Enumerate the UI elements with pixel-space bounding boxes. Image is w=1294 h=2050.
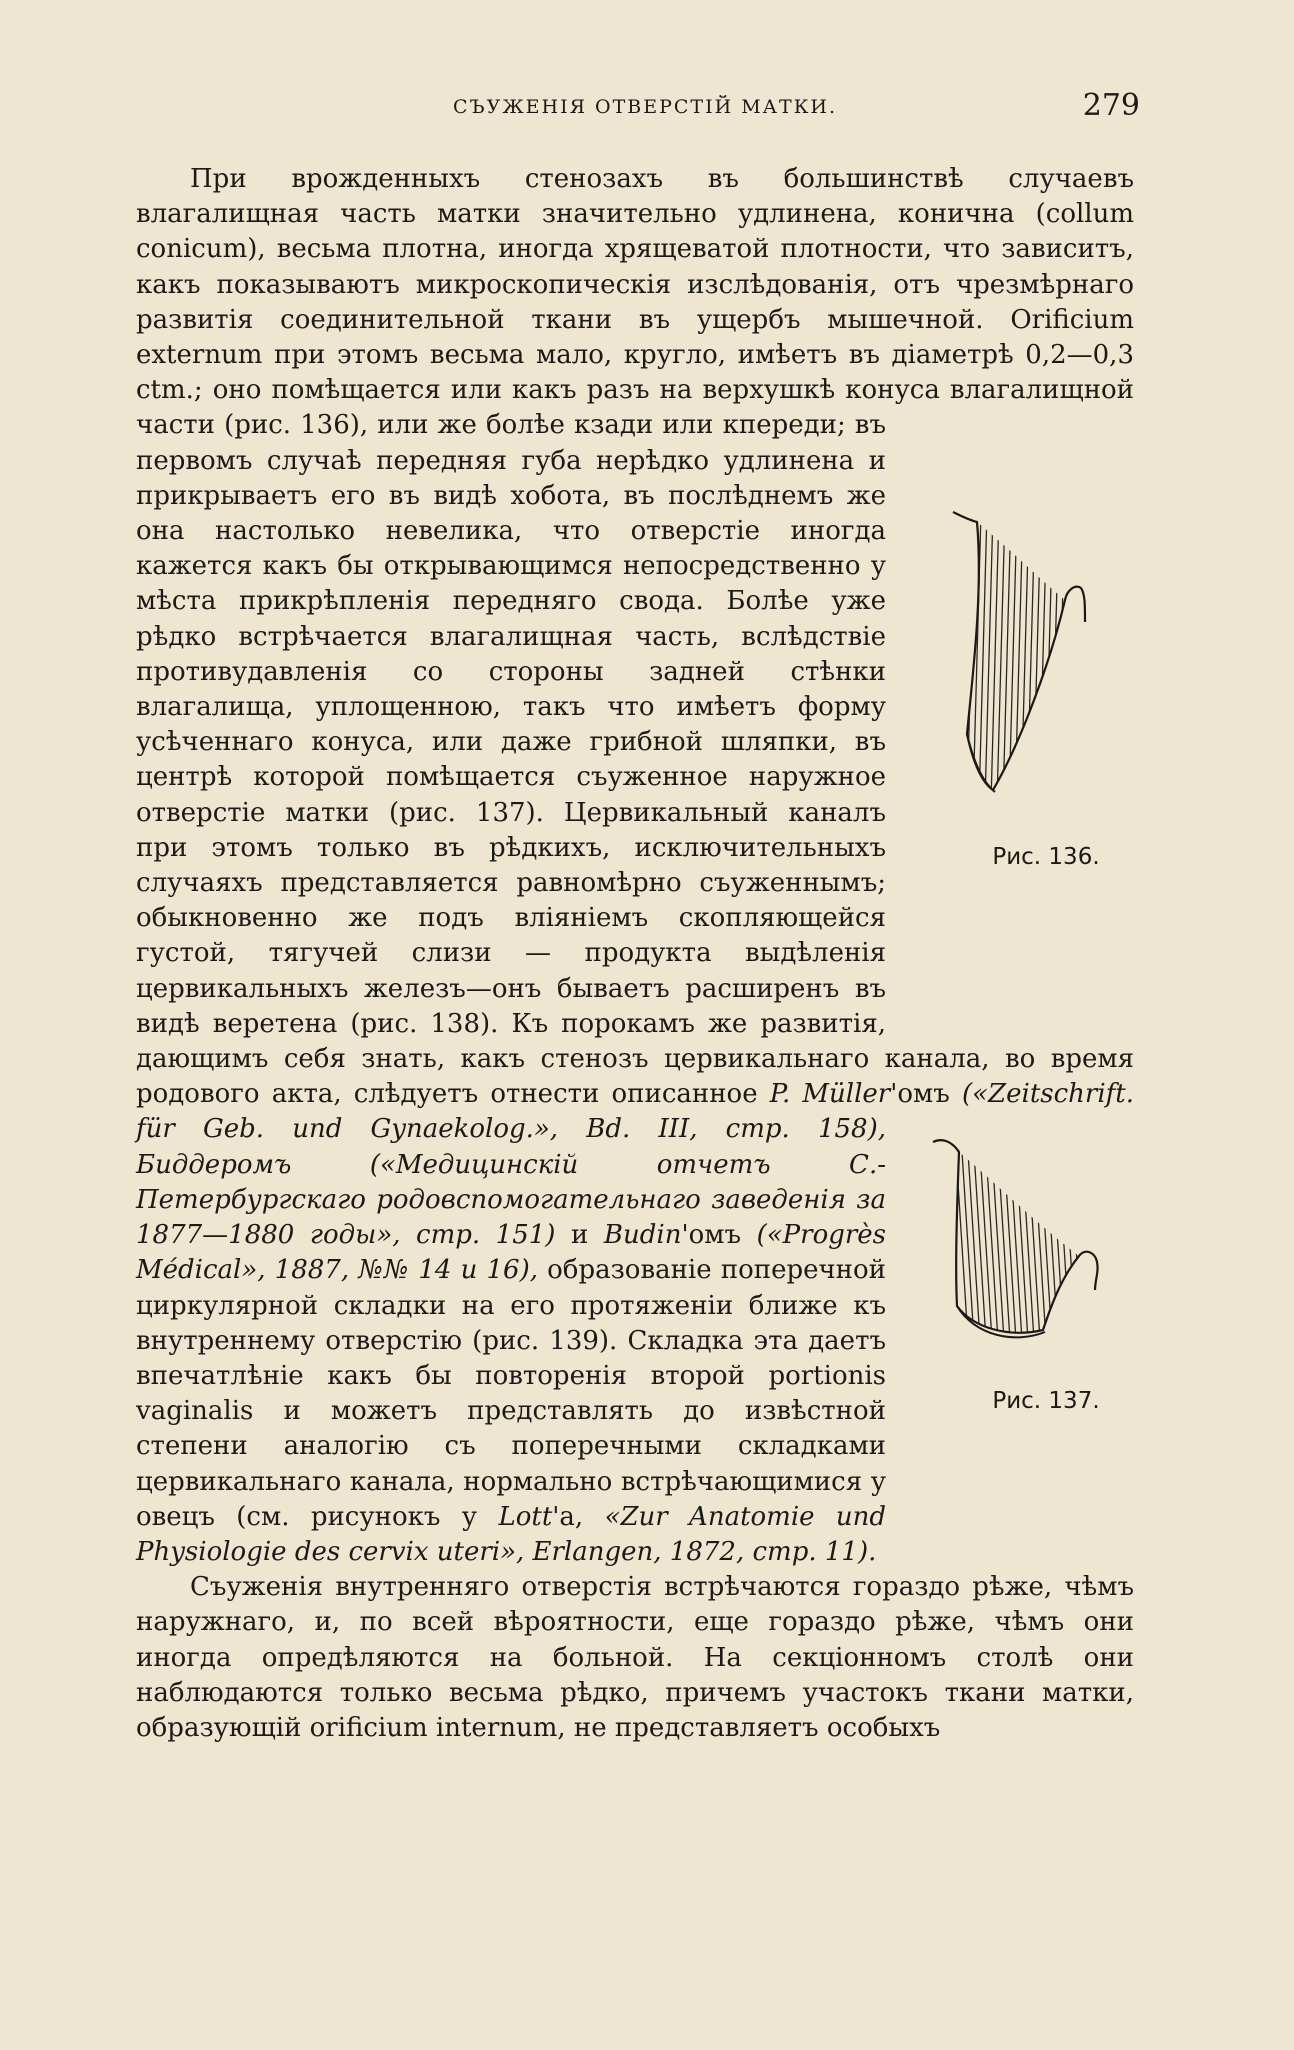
figure-137-drawing (919, 1116, 1119, 1376)
citation-progres: («Progrès Médical», 1887, №№ 14 и 16), (136, 1220, 887, 1286)
author-budin-suffix: 'омъ (681, 1220, 742, 1251)
page-number: 279 (1082, 88, 1140, 123)
running-title: СЪУЖЕНІЯ ОТВЕРСТІЙ МАТКИ. (452, 96, 838, 118)
author-muller-suffix: 'омъ (890, 1079, 950, 1110)
author-muller: P. Müller (769, 1079, 891, 1110)
figure-136 (904, 472, 1134, 1032)
body-text (136, 162, 1134, 1746)
page-header (150, 88, 1140, 136)
paragraph-1 (136, 162, 1134, 1570)
paragraph-2: Съуженія внутренняго отверстія встрѣчаются гораздо рѣже, чѣмъ наружнаго, и, по всей вѣроятности, еще гораздо рѣже, чѣмъ они иногда опредѣляются на больной. На секціонномъ столѣ они наблюдаются только весьма рѣдко, причемъ участокъ ткани матки, образующій orificium internum, не представляетъ особыхъ (136, 1572, 1134, 1743)
paragraph-1-intro: При врожденныхъ стенозахъ въ большинствѣ случаевъ влагалищная часть матки значительно удлинена, конична (collum conicum), весьма плотна, иногда хрящеватой плотности, что зависитъ, какъ показываютъ микроскопическія изслѣдованія, отъ чрезмѣрнаго развитія соединительной ткани въ ущербъ мышечной. Orificium externum при этомъ весьма мало, кругло, имѣетъ въ діаметрѣ 0,2—0,3 ctm.; оно помѣщается или какъ разъ на верхушкѣ конуса влагалищной части (рис. 136), или же болѣе (136, 164, 1134, 441)
figure-136-caption: Рис. 136. (992, 844, 1100, 871)
paragraph-1-fold: образованіе поперечной циркулярной складки на его протяженіи ближе къ внутреннему отверстію (рис. 139). Складка эта даетъ впечатлѣніе какъ бы повторенія второй portionis vaginalis и можетъ представлять до извѣстной степени аналогію съ поперечными складками цервикальнаго канала, нормально встрѣчающимися у овецъ (см. рисунокъ у (136, 1255, 886, 1532)
figure-137 (904, 1116, 1134, 1536)
conjunction-and: и (571, 1220, 589, 1251)
author-lott-suffix: 'а, (552, 1501, 584, 1532)
author-budin: Budin (603, 1220, 682, 1251)
citation-lott: «Zur Anatomie und Physiologie des cervix uteri», Erlangen, 1872, стр. 11). (136, 1501, 887, 1567)
figure-136-drawing (939, 472, 1099, 832)
citation-journals: («Zeitschrift. für Geb. und Gynaekolog.», Bd. III, стр. 158), Биддеромъ («Медицинскій отчетъ С.-Петербургскаго родовспомогательнаго заведенія за 1877—1880 годы», стр. 151) (136, 1079, 1134, 1251)
author-lott: Lott (498, 1501, 553, 1532)
figure-137-caption: Рис. 137. (992, 1388, 1100, 1415)
paragraph-1-wrap: кзади или кпереди; въ первомъ случаѣ передняя губа нерѣдко удлинена и прикрываетъ его въ видѣ хобота, въ послѣднемъ же она настолько невелика, что отверстіе иногда кажется какъ бы открывающимся непосредственно у мѣста прикрѣпленія передняго свода. Болѣе уже рѣдко встрѣчается влагалищная часть, вслѣдствіе противудавленія со стороны задней стѣнки влагалища, уплощенною, такъ что имѣетъ форму усѣченнаго конуса, или даже грибной шляпки, въ центрѣ которой помѣщается съуженное наружное отверстіе матки (рис. 137). Цервикальный каналъ при этомъ только въ рѣдкихъ, исключительныхъ случаяхъ представляется равномѣрно съуженнымъ; обыкновенно же подъ вліяніемъ скопляющейся густой, тягучей слизи — продукта выдѣленія цервикальныхъ железъ—онъ бываетъ расширенъ въ видѣ веретена (рис. 138). Къ порокамъ же развитія, дающимъ себя знать, какъ стенозъ цервикальнаго канала, во время родового акта, слѣдуетъ отнести описанное (136, 410, 1134, 1110)
